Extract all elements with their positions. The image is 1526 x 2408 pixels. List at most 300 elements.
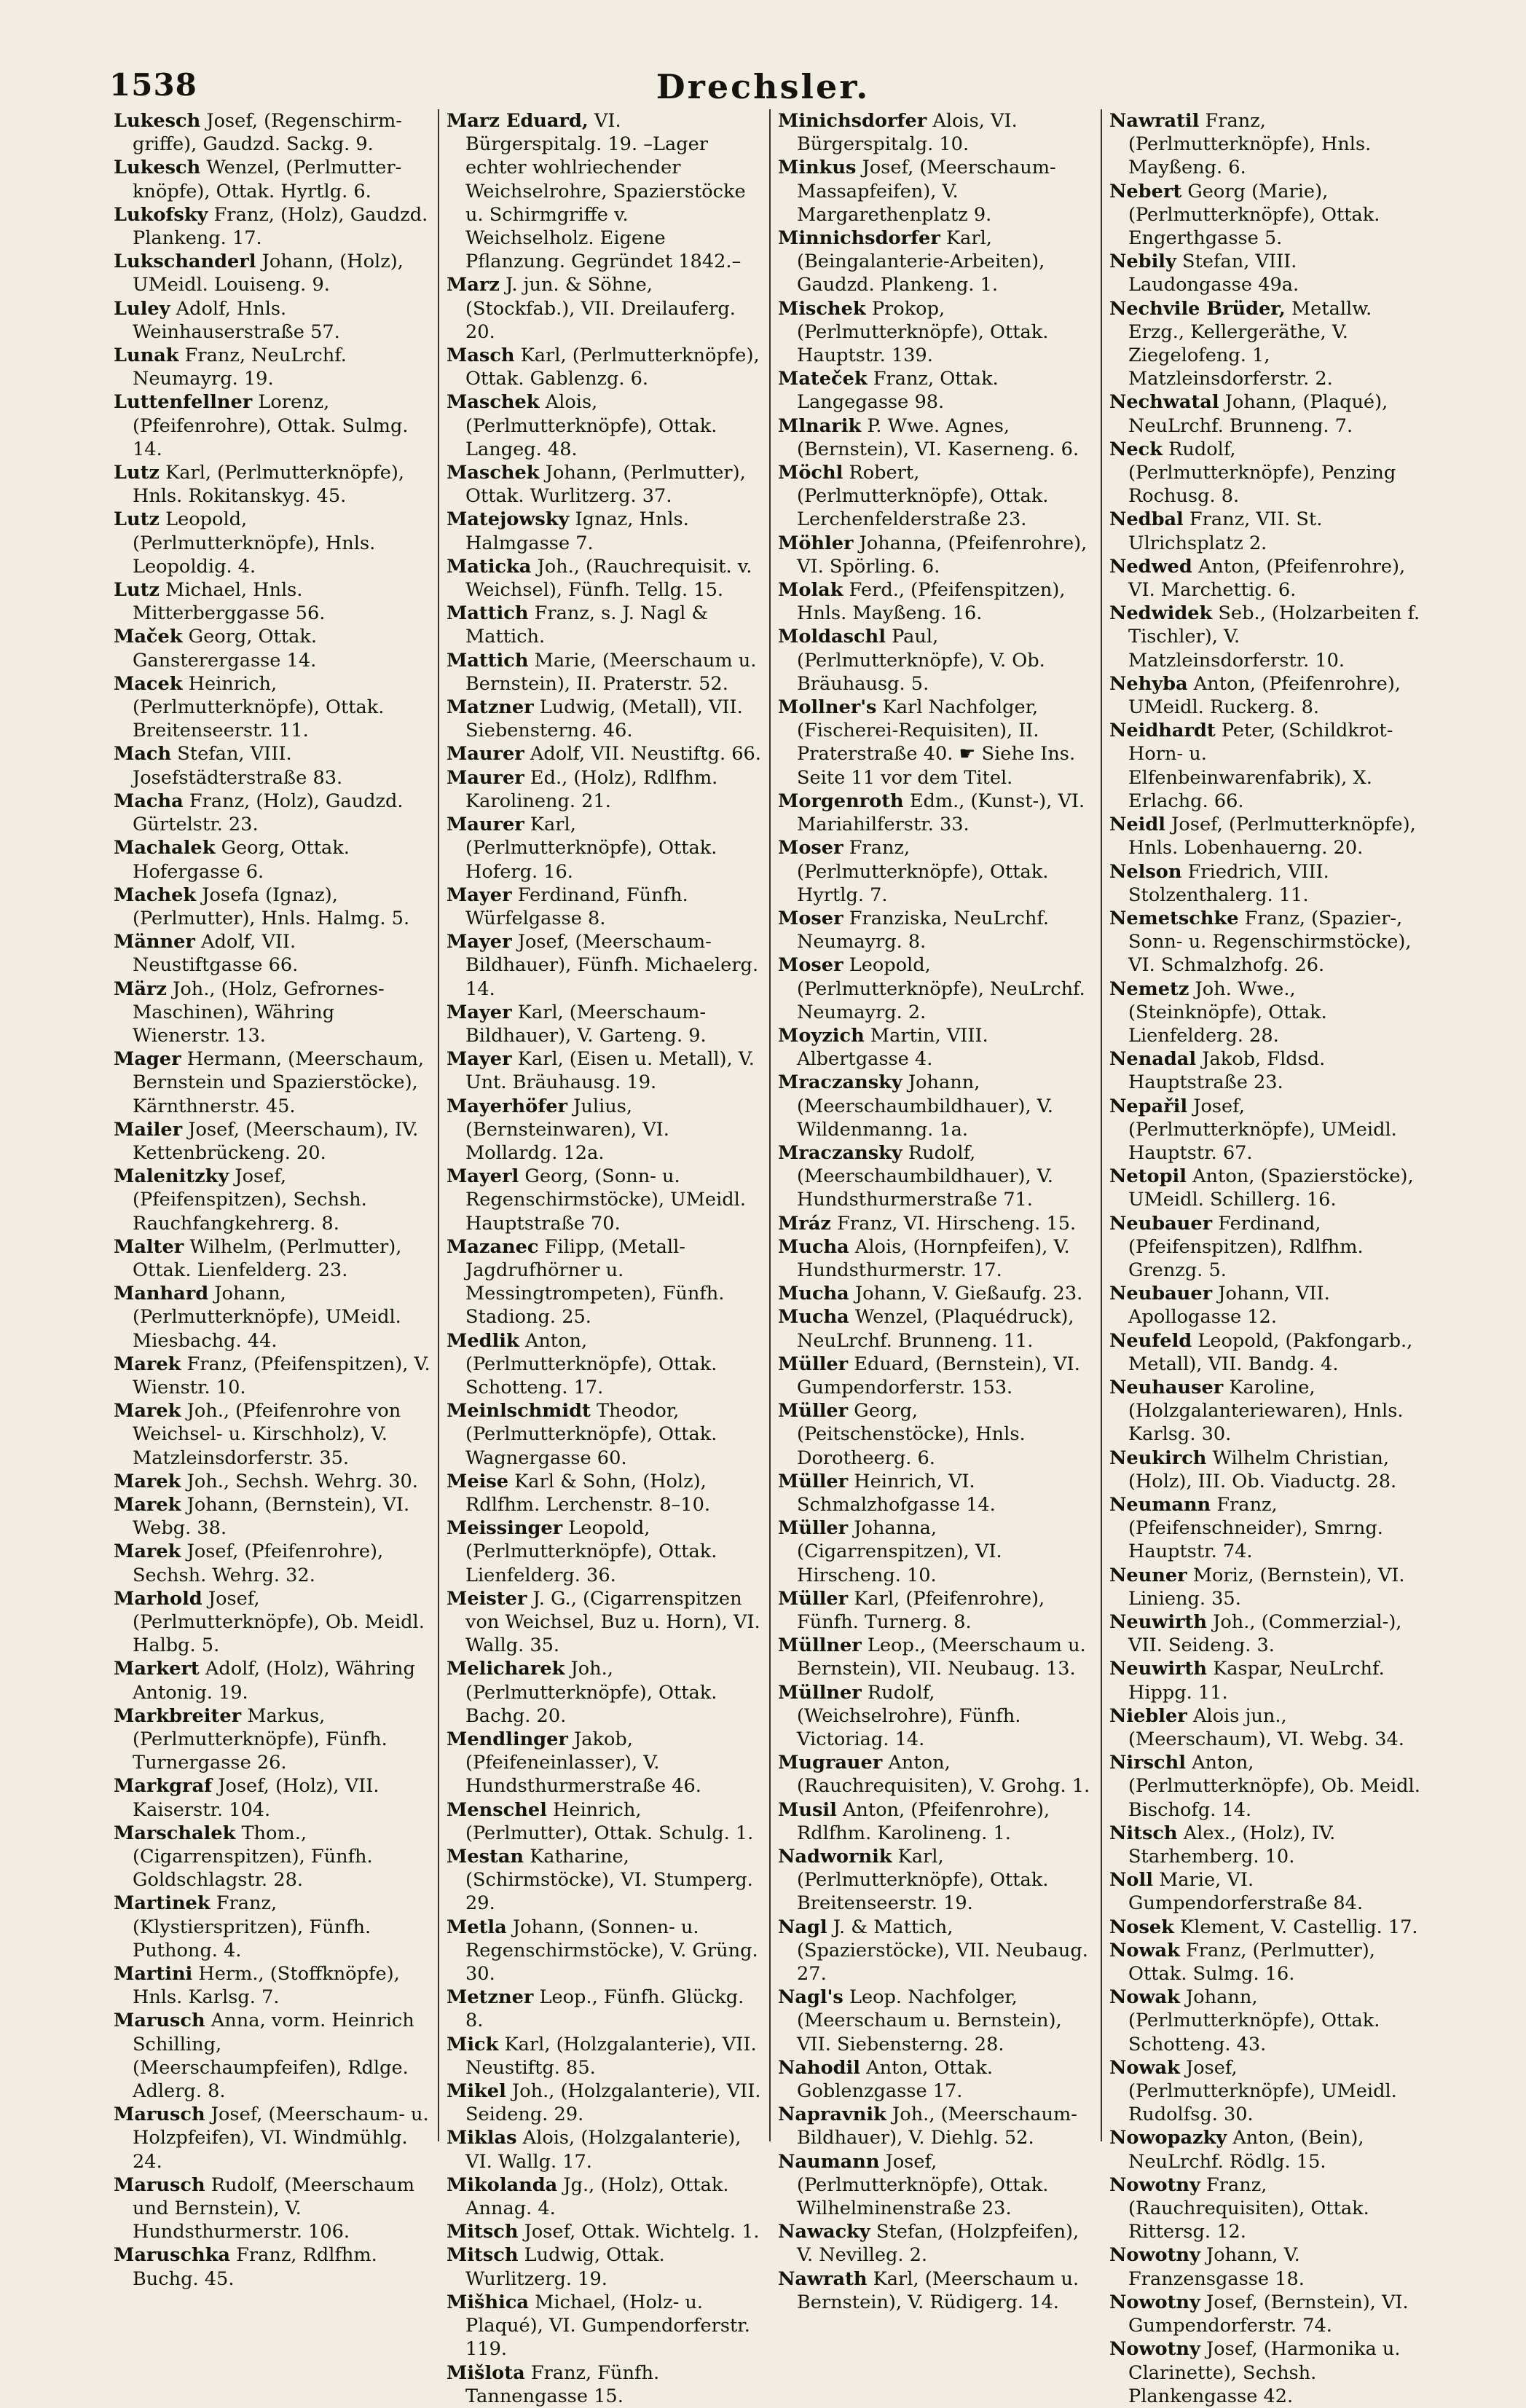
- directory-entry: [1109, 1939, 1425, 1986]
- directory-entry: [447, 649, 762, 696]
- entry-details: Ferdinand, (Pfeifenspitzen), Rdlfhm. Grenzg. 5.: [1128, 1212, 1364, 1281]
- directory-entry: [447, 2361, 762, 2408]
- entry-name: Matzner: [447, 696, 534, 719]
- entry-name: Marusch: [114, 2173, 205, 2196]
- directory-entry: [447, 1165, 762, 1235]
- entry-details: Anton, (Perlmutterknöpfe), Ottak. Schotteng. 17.: [465, 1329, 717, 1398]
- entry-details: Prokop, (Perlmutterknöpfe), Ottak. Hauptstr. 139.: [797, 297, 1049, 367]
- directory-entry: [1109, 1564, 1425, 1610]
- directory-entry: [114, 625, 430, 672]
- directory-entry: [1109, 1329, 1425, 1376]
- directory-entry: [447, 508, 762, 554]
- entry-name: Masch: [447, 345, 515, 367]
- entry-details: Johann, (Perlmutter), Ottak. Wurlitzerg. 37.: [465, 462, 746, 508]
- directory-entry: [447, 273, 762, 344]
- directory-entry: [778, 461, 1093, 532]
- directory-entry: [1109, 977, 1425, 1048]
- entry-name: Moser: [778, 907, 843, 929]
- directory-entry: [1109, 297, 1425, 391]
- entry-details: Johann, (Bernstein), VI. Webg. 38.: [133, 1493, 410, 1540]
- entry-name: Malenitzky: [114, 1165, 229, 1188]
- entry-details: Franz, (Pfeifenschneider), Smrng. Hauptstr. 74.: [1128, 1493, 1383, 1563]
- directory-entry: [447, 109, 762, 273]
- entry-details: Stefan, VIII. Laudongasse 49a.: [1128, 251, 1299, 296]
- entry-name: Müller: [778, 1400, 849, 1423]
- entry-name: Minnichsdorfer: [778, 227, 940, 250]
- entry-details: Karl, (Beingalanterie-Arbeiten), Gaudzd. Plankeng. 1.: [797, 227, 1045, 296]
- entry-details: Joh., (Holz, Gefrornes-Maschinen), Währing Wienerstr. 13.: [133, 977, 385, 1047]
- entry-name: Nechvile Brüder,: [1109, 297, 1286, 320]
- entry-name: Lukofsky: [114, 203, 208, 226]
- entry-details: Josef, (Perlmutterknöpfe), UMeidl. Rudolfsg. 30.: [1128, 2056, 1397, 2126]
- directory-entry: [114, 1493, 430, 1540]
- entry-details: Wenzel, (Perlmutter-knöpfe), Ottak. Hyrtlg. 6.: [133, 157, 402, 202]
- entry-name: Mollner's: [778, 696, 877, 719]
- entry-name: Neubauer: [1109, 1212, 1213, 1235]
- directory-entry: [1109, 2126, 1425, 2173]
- entry-name: Marz Eduard,: [447, 110, 589, 132]
- entry-details: Leopold, (Perlmutterknöpfe), NeuLrchf. Neumayrg. 2.: [797, 954, 1085, 1023]
- entry-details: Wilhelm Christian, (Holz), III. Ob. Viaductg. 28.: [1128, 1447, 1397, 1492]
- entry-details: Georg, (Sonn- u. Regenschirmstöcke), UMeidl. Hauptstraße 70.: [465, 1165, 746, 1235]
- entry-details: Metallw. Erzg., Kellergeräthe, V. Ziegelofeng. 1, Matzleinsdorferstr. 2.: [1128, 297, 1372, 390]
- entry-name: Meissinger: [447, 1517, 563, 1540]
- entry-name: Mattich: [447, 602, 529, 625]
- entry-details: Karl, (Meerschaum u. Bernstein), V. Rüdigerg. 14.: [797, 2267, 1079, 2313]
- entry-details: Alex., (Holz), IV. Starhemberg. 10.: [1128, 1822, 1336, 1868]
- directory-entry: [447, 2220, 762, 2243]
- directory-entry: [778, 790, 1093, 836]
- entry-details: Ludwig, (Metall), VII. Siebensterng. 46.: [465, 696, 743, 742]
- entry-name: Minichsdorfer: [778, 110, 927, 132]
- directory-entry: [114, 250, 430, 296]
- directory-entry: [447, 1399, 762, 1470]
- directory-entry: [1109, 1610, 1425, 1657]
- entry-name: Mikel: [447, 2080, 506, 2103]
- entry-name: Martinek: [114, 1892, 211, 1915]
- entry-name: Mraczansky: [778, 1071, 902, 1094]
- directory-entry: [114, 156, 430, 202]
- entry-name: Nowak: [1109, 1986, 1180, 2009]
- entry-details: Ferdinand, Fünfh. Würfelgasse 8.: [465, 884, 688, 929]
- directory-entry: [447, 1095, 762, 1165]
- directory-entry: [447, 930, 762, 1001]
- directory-entry: [1109, 109, 1425, 180]
- entry-details: Anna, vorm. Heinrich Schilling, (Meerschaumpfeifen), Rdlge. Adlerg. 8.: [133, 2010, 414, 2103]
- entry-details: P. Wwe. Agnes, (Bernstein), VI. Kaserneng. 6.: [797, 414, 1079, 460]
- directory-entry: [114, 930, 430, 977]
- entry-name: Lukschanderl: [114, 251, 256, 273]
- entry-name: Lutz: [114, 508, 160, 531]
- entry-details: Karl, (Pfeifenrohre), Fünfh. Turnerg. 8.: [797, 1587, 1045, 1633]
- entry-name: Minkus: [778, 157, 857, 179]
- entry-name: Nadwornik: [778, 1846, 892, 1868]
- entry-details: Josef, (Regenschirm-griffe), Gaudzd. Sackg. 9.: [133, 110, 402, 156]
- entry-details: Joh., (Rauchrequisit. v. Weichsel), Fünfh. Tellg. 15.: [465, 555, 752, 602]
- directory-entry: [778, 1235, 1093, 1282]
- entry-name: Marz: [447, 274, 500, 296]
- directory-entry: [1109, 390, 1425, 437]
- entry-details: Anton, (Pfeifenrohre), UMeidl. Ruckerg. 8.: [1128, 672, 1401, 719]
- entry-name: Naumann: [778, 2150, 880, 2173]
- entry-name: Nagl: [778, 1916, 827, 1938]
- entry-details: Ferd., (Pfeifenspitzen), Hnls. Mayßeng. 16.: [797, 579, 1066, 625]
- entry-details: Alois, (Perlmutterknöpfe), Ottak. Langeg. 48.: [465, 391, 717, 460]
- entry-name: Meise: [447, 1470, 509, 1492]
- directory-entry: [114, 461, 430, 508]
- entry-name: Mucha: [778, 1235, 849, 1258]
- directory-entry: [447, 390, 762, 461]
- entry-name: Nawrath: [778, 2267, 868, 2290]
- entry-name: Mlnarik: [778, 414, 862, 437]
- directory-entry: [447, 1470, 762, 1516]
- entry-details: Franz, Fünfh. Tannengasse 15.: [465, 2361, 660, 2407]
- directory-entry: [778, 297, 1093, 368]
- directory-entry: [114, 1540, 430, 1586]
- entry-details: Anton, (Perlmutterknöpfe), Ob. Meidl. Bischofg. 14.: [1128, 1752, 1420, 1821]
- entry-name: Nedwed: [1109, 555, 1192, 578]
- entry-name: Müllner: [778, 1681, 862, 1704]
- directory-entry: [114, 884, 430, 930]
- entry-name: Maschek: [447, 462, 540, 484]
- entry-name: Nedwidek: [1109, 602, 1213, 625]
- directory-entry: [778, 578, 1093, 625]
- entry-name: Nechwatal: [1109, 391, 1219, 414]
- entry-details: Herm., (Stoffknöpfe), Hnls. Karlsg. 7.: [133, 1963, 400, 2009]
- entry-name: Marek: [114, 1400, 181, 1423]
- entry-name: Nebert: [1109, 180, 1182, 202]
- directory-entry: [1109, 1868, 1425, 1915]
- entry-details: Klement, V. Castellig. 17.: [1180, 1916, 1418, 1938]
- entry-details: Josef, (Pfeifenspitzen), Sechsh. Rauchfangkehrerg. 8.: [133, 1165, 367, 1235]
- entry-name: Mikolanda: [447, 2173, 558, 2196]
- entry-details: Leopold, (Perlmutterknöpfe), Ottak. Lienfelderg. 36.: [465, 1517, 717, 1586]
- entry-details: Franz, (Holz), Gaudzd. Gürtelstr. 23.: [133, 790, 404, 836]
- entry-name: Möchl: [778, 462, 843, 484]
- directory-entry: [447, 696, 762, 742]
- entry-details: Johann, (Sonnen- u. Regenschirmstöcke), V. Grüng. 30.: [465, 1916, 758, 1986]
- directory-entry: [447, 884, 762, 930]
- directory-entry: [114, 1892, 430, 1962]
- entry-name: Machek: [114, 884, 197, 906]
- entry-details: Josef, (Meerschaum-Massapfeifen), V. Margarethenplatz 9.: [797, 157, 1056, 226]
- directory-entry: [1109, 1751, 1425, 1822]
- entry-details: Karl, (Perlmutterknöpfe), Ottak. Hoferg. 16.: [465, 814, 717, 883]
- entry-details: Georg, (Peitschenstöcke), Hnls. Dorotheerg. 6.: [797, 1400, 1026, 1469]
- entry-details: Joh., (Meerschaum-Bildhauer), V. Diehlg. 52.: [797, 2104, 1077, 2149]
- entry-details: Franz, (Klystierspritzen), Fünfh. Puthong. 4.: [133, 1892, 371, 1962]
- entry-name: Marek: [114, 1541, 181, 1563]
- entry-name: Neubauer: [1109, 1283, 1213, 1305]
- entry-details: Adolf, VII. Neustiftgasse 66.: [133, 931, 299, 977]
- entry-name: Nebily: [1109, 251, 1176, 273]
- directory-entry: [1109, 250, 1425, 296]
- directory-entry: [114, 1470, 430, 1493]
- entry-details: Joh., (Commerzial-), VII. Seideng. 3.: [1128, 1611, 1402, 1657]
- entry-name: Neuner: [1109, 1564, 1187, 1586]
- entry-details: Leop., (Meerschaum u. Bernstein), VII. Neubaug. 13.: [797, 1634, 1086, 1680]
- entry-details: Joh. Wwe., (Steinknöpfe), Ottak. Lienfelderg. 28.: [1128, 977, 1327, 1047]
- directory-entry: [778, 1071, 1093, 1141]
- entry-name: Luttenfellner: [114, 391, 253, 414]
- directory-entry: [1109, 1657, 1425, 1704]
- entry-details: Josef, (Perlmutterknöpfe), Hnls. Lobenhauerng. 20.: [1128, 814, 1416, 859]
- directory-entry: [114, 2173, 430, 2244]
- entry-name: Maček: [114, 626, 183, 648]
- entry-details: VI. Bürgerspitalg. 19. –Lager echter wohlriechender Weichselrohre, Spazierstöcke u. Schirmgriffe v. Weichselholz. Eigene Pflanzung. Gegründet 1842.–: [465, 110, 746, 273]
- directory-entry: [1109, 2056, 1425, 2127]
- entry-name: Niebler: [1109, 1704, 1187, 1727]
- entry-details: Georg (Marie), (Perlmutterknöpfe), Ottak. Engerthgasse 5.: [1128, 180, 1380, 250]
- directory-entry: [114, 203, 430, 250]
- entry-name: Nagl's: [778, 1986, 843, 2009]
- entry-details: Anton, (Rauchrequisiten), V. Grohg. 1.: [797, 1752, 1090, 1798]
- entry-details: Rudolf, (Meerschaum und Bernstein), V. Hundsthurmerstr. 106.: [133, 2173, 414, 2243]
- directory-entry: [447, 602, 762, 648]
- entry-details: Eduard, (Bernstein), VI. Gumpendorferstr. 153.: [797, 1353, 1080, 1398]
- entry-name: Malter: [114, 1235, 184, 1258]
- directory-entry: [1109, 602, 1425, 672]
- section-title: Drechsler.: [656, 67, 870, 106]
- entry-name: Mayer: [447, 1048, 512, 1071]
- entry-name: Marusch: [114, 2010, 205, 2032]
- entry-name: Metla: [447, 1916, 507, 1938]
- entry-details: Franz, s. J. Nagl & Mattich.: [465, 602, 709, 648]
- directory-entry: [447, 461, 762, 508]
- entry-details: Lorenz, (Pfeifenrohre), Ottak. Sulmg. 14.: [133, 391, 409, 460]
- entry-details: Josef, (Meerschaum-Bildhauer), Fünfh. Michaelerg. 14.: [465, 931, 759, 1000]
- entry-details: Ignaz, Hnls. Halmgasse 7.: [465, 508, 689, 554]
- entry-details: Franz, (Pfeifenspitzen), V. Wienstr. 10.: [133, 1353, 430, 1398]
- entry-name: Moser: [778, 954, 843, 977]
- entry-name: Müller: [778, 1517, 849, 1540]
- entry-name: Markert: [114, 1658, 200, 1680]
- entry-name: Medlik: [447, 1329, 519, 1352]
- entry-details: Markus, (Perlmutterknöpfe), Fünfh. Turnergasse 26.: [133, 1704, 388, 1774]
- page-number: 1538: [109, 67, 197, 103]
- directory-entry: [778, 907, 1093, 953]
- column-4: [1101, 109, 1432, 2407]
- entry-name: Meister: [447, 1587, 527, 1610]
- entry-name: Machalek: [114, 837, 216, 859]
- entry-name: Netopil: [1109, 1165, 1187, 1188]
- entry-name: Mucha: [778, 1306, 849, 1329]
- directory-entry: [1109, 1212, 1425, 1283]
- entry-details: Johann, VII. Apollogasse 12.: [1128, 1283, 1330, 1329]
- directory-entry: [778, 532, 1093, 578]
- entry-name: Nenadal: [1109, 1048, 1197, 1071]
- entry-details: Michael, Hnls. Mitterberggasse 56.: [133, 579, 326, 625]
- directory-entry: [778, 2056, 1093, 2103]
- entry-details: Michael, (Holz- u. Plaqué), VI. Gumpendorferstr. 119.: [465, 2291, 750, 2361]
- entry-details: Leop., Fünfh. Glückg. 8.: [465, 1986, 744, 2032]
- directory-entry: [114, 2009, 430, 2103]
- entry-details: Josef, (Harmonika u. Clarinette), Sechsh. Plankengasse 42.: [1128, 2338, 1401, 2407]
- entry-details: Julius, (Bernsteinwaren), VI. Mollardg. 12a.: [465, 1095, 669, 1164]
- entry-details: Karl, (Perlmutterknöpfe), Hnls. Rokitanskyg. 45.: [133, 462, 405, 508]
- entry-details: Heinrich, (Perlmutterknöpfe), Ottak. Breitenseerstr. 11.: [133, 672, 385, 742]
- entry-details: Joh., (Pfeifenrohre von Weichsel- u. Kirschholz), V. Matzleinsdorferstr. 35.: [133, 1400, 401, 1469]
- directory-entry: [114, 508, 430, 578]
- directory-entry: [1109, 1165, 1425, 1211]
- directory-entry: [1109, 1822, 1425, 1868]
- entry-name: Moyzich: [778, 1024, 865, 1047]
- entry-name: Männer: [114, 931, 195, 953]
- directory-entry: [778, 1751, 1093, 1798]
- entry-name: Mraczansky: [778, 1141, 902, 1164]
- directory-entry: [778, 625, 1093, 696]
- entry-name: Nawratil: [1109, 110, 1200, 132]
- entry-details: Karl Nachfolger, (Fischerei-Requisiten), II. Praterstraße 40. ☛ Siehe Ins. Seite 11 vor dem Titel.: [797, 696, 1076, 789]
- directory-entry: [1109, 1986, 1425, 2056]
- directory-entry: [447, 1916, 762, 1986]
- directory-entry: [778, 1516, 1093, 1587]
- directory-entry: [1109, 1376, 1425, 1447]
- directory-entry: [447, 1587, 762, 1658]
- entry-name: Moser: [778, 837, 843, 859]
- entry-name: Nawacky: [778, 2221, 870, 2243]
- entry-details: Josef, (Perlmutterknöpfe), UMeidl. Hauptstr. 67.: [1128, 1095, 1397, 1164]
- directory-entry: [447, 1845, 762, 1916]
- directory-entry: [114, 2103, 430, 2173]
- directory-entry: [778, 836, 1093, 907]
- directory-entry: [778, 1305, 1093, 1352]
- entry-details: Josef, (Pfeifenrohre), Sechsh. Wehrg. 32.: [133, 1541, 384, 1586]
- directory-entry: [778, 1798, 1093, 1845]
- directory-entry: [1109, 2337, 1425, 2408]
- entry-details: Franz, Rdlfhm. Buchg. 45.: [133, 2244, 377, 2290]
- entry-details: Josef, (Perlmutterknöpfe), Ottak. Wilhelminenstraße 23.: [797, 2150, 1049, 2220]
- entry-name: Lukesch: [114, 110, 201, 132]
- entry-details: Josefa (Ignaz), (Perlmutter), Hnls. Halmg. 5.: [133, 884, 410, 929]
- entry-name: Neuwirth: [1109, 1658, 1207, 1680]
- column-3: [769, 109, 1101, 2313]
- entry-name: Müller: [778, 1470, 849, 1492]
- entry-name: Neufeld: [1109, 1329, 1192, 1352]
- entry-name: Maruschka: [114, 2244, 230, 2267]
- entry-details: Georg, Ottak. Gansterergasse 14.: [133, 626, 318, 672]
- directory-entry: [114, 1657, 430, 1704]
- directory-entry: [1109, 860, 1425, 907]
- entry-details: Hermann, (Meerschaum, Bernstein und Spazierstöcke), Kärnthnerstr. 45.: [133, 1048, 425, 1117]
- directory-entry: [447, 2173, 762, 2220]
- entry-details: Franz, Ottak. Langegasse 98.: [797, 368, 999, 414]
- directory-entry: [778, 2220, 1093, 2267]
- entry-name: Mestan: [447, 1846, 524, 1868]
- directory-entry: [778, 1141, 1093, 1212]
- entry-name: Morgenroth: [778, 790, 904, 812]
- directory-entry: [1109, 907, 1425, 977]
- directory-entry: [778, 156, 1093, 227]
- directory-entry: [447, 742, 762, 766]
- entry-details: Heinrich, (Perlmutter), Ottak. Schulg. 1.: [465, 1798, 754, 1844]
- entry-details: Johann, (Plaqué), NeuLrchf. Brunneng. 7.: [1128, 391, 1388, 437]
- entry-name: Nowak: [1109, 1939, 1180, 1962]
- entry-details: Josef, (Perlmutterknöpfe), Ob. Meidl. Halbg. 5.: [133, 1587, 425, 1657]
- entry-details: Edm., (Kunst-), VI. Mariahilferstr. 33.: [797, 790, 1085, 836]
- entry-name: Mráz: [778, 1212, 831, 1235]
- entry-details: Theodor, (Perlmutterknöpfe), Ottak. Wagnergasse 60.: [465, 1400, 717, 1469]
- entry-details: Seb., (Holzarbeiten f. Tischler), V. Matzleinsdorferstr. 10.: [1128, 602, 1420, 672]
- directory-entry: [1109, 438, 1425, 508]
- directory-entry: [447, 1516, 762, 1587]
- entry-details: Jakob, Fldsd. Hauptstraße 23.: [1128, 1048, 1326, 1094]
- directory-entry: [447, 1798, 762, 1845]
- entry-name: Neukirch: [1109, 1447, 1207, 1469]
- directory-entry: [447, 1235, 762, 1329]
- entry-name: Marek: [114, 1470, 181, 1492]
- entry-details: Johann, (Holz), UMeidl. Louiseng. 9.: [133, 251, 404, 296]
- entry-name: Maurer: [447, 814, 524, 836]
- entry-name: Mager: [114, 1048, 181, 1071]
- entry-details: Josef, (Meerschaum), IV. Kettenbrückeng. 20.: [133, 1118, 419, 1164]
- entry-name: Lukesch: [114, 157, 201, 179]
- directory-entry: [447, 766, 762, 813]
- entry-details: Moriz, (Bernstein), VI. Linieng. 35.: [1128, 1564, 1405, 1610]
- entry-name: Mayer: [447, 931, 512, 953]
- entry-details: J. jun. & Söhne, (Stockfab.), VII. Dreilauferg. 20.: [465, 274, 736, 343]
- entry-name: Mateček: [778, 368, 868, 390]
- entry-details: Adolf, (Holz), Währing Antonig. 19.: [133, 1658, 415, 1704]
- entry-name: Nemetz: [1109, 977, 1189, 1000]
- directory-entry: [447, 1657, 762, 1728]
- directory-entry: [778, 1282, 1093, 1305]
- entry-name: Mayerhöfer: [447, 1095, 568, 1117]
- entry-details: Martin, VIII. Albertgasse 4.: [797, 1024, 988, 1071]
- entry-name: Nehyba: [1109, 672, 1188, 695]
- directory-entry: [778, 109, 1093, 156]
- directory-entry: [114, 1353, 430, 1399]
- directory-entry: [1109, 1704, 1425, 1751]
- entry-details: Leopold, (Pakfongarb., Metall), VII. Bandg. 4.: [1128, 1329, 1413, 1375]
- directory-entry: [447, 555, 762, 602]
- entry-details: Franz, (Perlmutterknöpfe), Ottak. Hyrtlg. 7.: [797, 837, 1049, 906]
- entry-name: Napravnik: [778, 2104, 886, 2126]
- entry-name: Mick: [447, 2033, 499, 2055]
- directory-entry: [778, 367, 1093, 414]
- entry-details: Karl & Sohn, (Holz), Rdlfhm. Lerchenstr. 8–10.: [465, 1470, 711, 1516]
- entry-name: Matejowsky: [447, 508, 570, 531]
- entry-name: Maurer: [447, 743, 524, 766]
- directory-entry: [778, 1353, 1093, 1399]
- directory-entry: [1109, 2291, 1425, 2337]
- directory-entry: [114, 1962, 430, 2009]
- entry-name: Mendlinger: [447, 1728, 568, 1751]
- entry-details: Franziska, NeuLrchf. Neumayrg. 8.: [797, 907, 1050, 953]
- directory-entry: [1109, 1493, 1425, 1564]
- directory-entry: [778, 414, 1093, 461]
- directory-entry: [114, 836, 430, 883]
- entry-details: Anton, (Pfeifenrohre), Rdlfhm. Karolineng. 1.: [797, 1798, 1050, 1844]
- entry-name: Maticka: [447, 555, 532, 578]
- entry-name: Marusch: [114, 2104, 205, 2126]
- directory-entry: [447, 2080, 762, 2126]
- entry-name: Nowotny: [1109, 2291, 1200, 2313]
- entry-name: Neuwirth: [1109, 1611, 1207, 1633]
- entry-name: Musil: [778, 1798, 837, 1821]
- entry-details: Anton, (Pfeifenrohre), VI. Marchettig. 6.: [1128, 555, 1406, 602]
- entry-details: Anton, (Spazierstöcke), UMeidl. Schillerg. 16.: [1128, 1165, 1414, 1211]
- directory-entry: [114, 742, 430, 789]
- entry-name: Mucha: [778, 1283, 849, 1305]
- entry-name: Neck: [1109, 438, 1163, 460]
- entry-details: Josef, Ottak. Wichtelg. 1.: [524, 2221, 760, 2243]
- entry-name: Nitsch: [1109, 1822, 1178, 1844]
- entry-details: Paul, (Perlmutterknöpfe), V. Ob. Bräuhausg. 5.: [797, 626, 1045, 695]
- directory-entry: [447, 1047, 762, 1094]
- entry-name: Mayerl: [447, 1165, 519, 1188]
- entry-name: Mach: [114, 743, 172, 766]
